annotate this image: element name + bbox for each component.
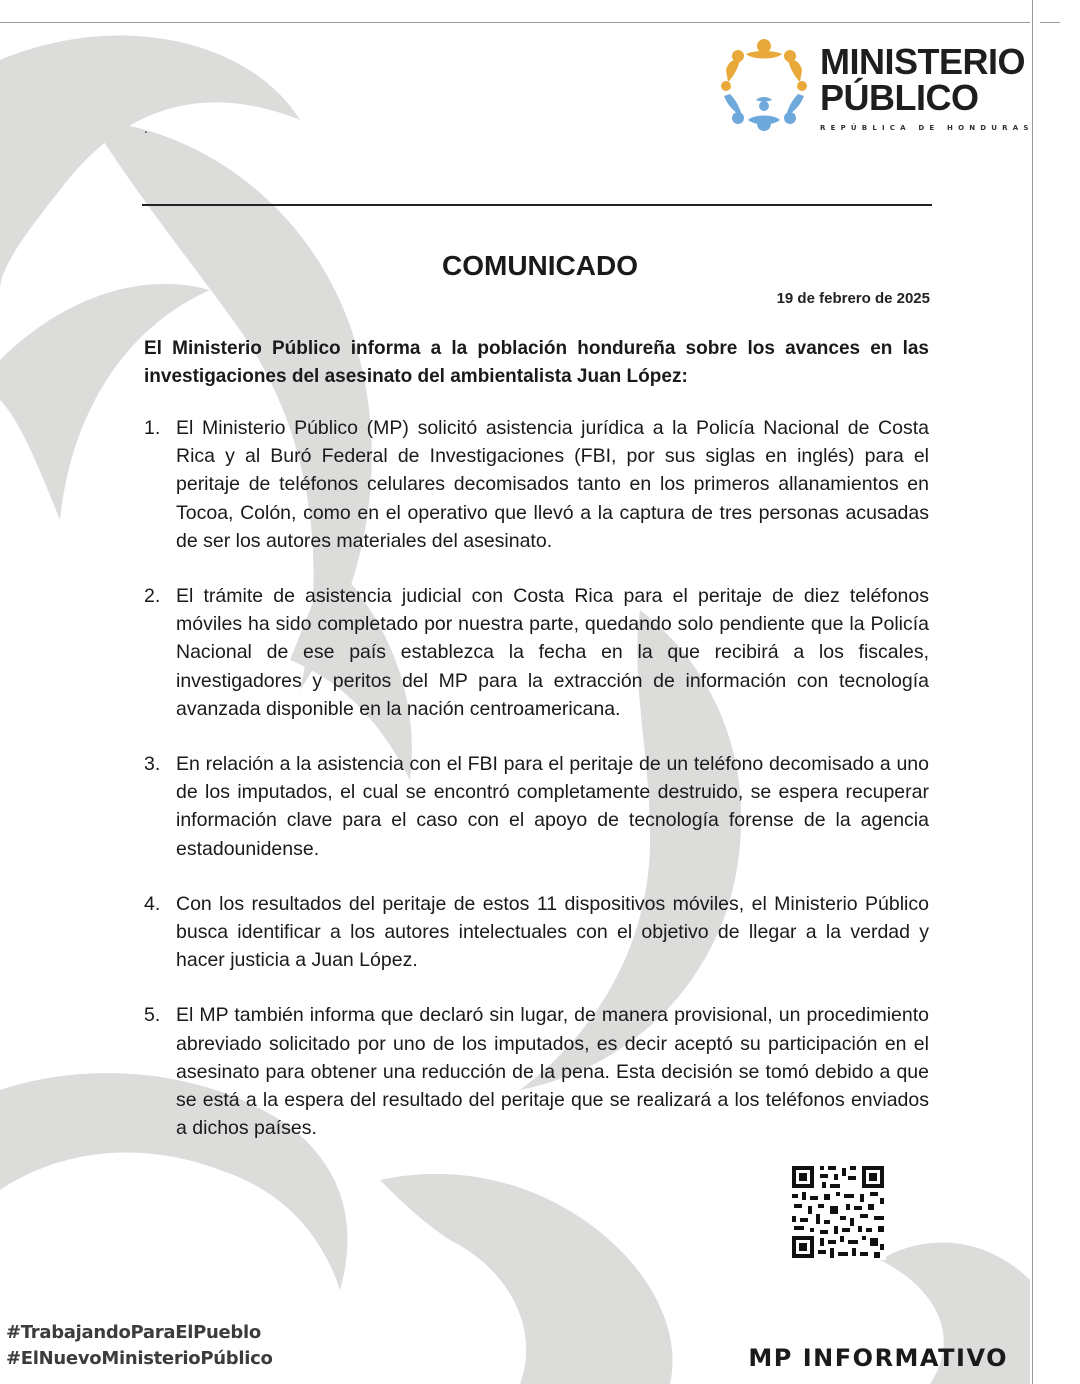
list-item-text: El trámite de asistencia judicial con Costa Rica para el peritaje de diez teléfonos móviles ha sido completado por nuestra parte, quedando solo pendiente que la Policía Nacional de ese país establezca la fecha en la que recibirá a los fiscales, investigadores y peritos del MP para la extracción de información con tecnología avanzada disponible en la nación centroamericana. (176, 585, 929, 720)
list-item (144, 1001, 929, 1142)
circle-of-people-emblem-icon (716, 36, 812, 132)
list-item-number: 1. (144, 417, 161, 439)
list-item-number: 4. (144, 892, 161, 915)
document-title: COMUNICADO (442, 250, 638, 281)
list-item-text: El MP también informa que declaró sin lugar, de manera provisional, un procedimiento abreviado solicitado por uno de los imputados, es decir aceptó su participación en el asesinato para obtener una reducción de la pena. Esta decisión se tomó debido a que se está a la espera del resultado del peritaje que se realizará a los teléfonos enviados a dichos países. (176, 1004, 929, 1140)
header-divider (142, 204, 932, 206)
list-item-number: 2. (144, 585, 161, 608)
list-item-number: 3. (144, 753, 161, 776)
document-date: 19 de febrero de 2025 (776, 290, 930, 307)
numbered-list (144, 414, 929, 1169)
logo-title-line2: PÚBLICO (820, 77, 979, 118)
footer-brand: MP INFORMATIVO (748, 1344, 1008, 1372)
hashtag-link[interactable]: #ElNuevoMinisterioPúblico (6, 1348, 273, 1369)
qr-code-icon (790, 1164, 886, 1260)
ministerio-publico-logo (716, 36, 1034, 136)
list-item (144, 750, 929, 863)
logo-title-line1: MINISTERIO (820, 41, 1026, 82)
list-item-text: El Ministerio Público (MP) solicitó asistencia jurídica a la Policía Nacional de Costa Rica y al Buró Federal de Investigaciones (FBI, por sus siglas en inglés) para el peritaje de teléfonos celulares decomisados tanto en los primeros allanamientos en Tocoa, Colón, como en el operativo que llevó a la captura de tres personas acusadas de ser los autores materiales del asesinato. (176, 417, 929, 552)
hashtag-link[interactable]: #TrabajandoParaElPueblo (6, 1322, 261, 1343)
intro-paragraph: El Ministerio Público informa a la población hondureña sobre los avances en las investigaciones del asesinato del ambientalista Juan López: (144, 338, 929, 387)
list-item (144, 414, 929, 555)
list-item (144, 890, 929, 975)
page-right-border (1032, 0, 1033, 1384)
list-item-text: Con los resultados del peritaje de estos 11 dispositivos móviles, el Ministerio Público busca identificar a los autores intelectuales con el objetivo de llegar a la verdad y hacer justicia a Juan López. (176, 892, 929, 972)
stray-dot: . (144, 120, 148, 136)
list-item (144, 582, 929, 723)
page-top-border (0, 22, 1030, 23)
list-item-text: En relación a la asistencia con el FBI para el peritaje de un teléfono decomisado a uno de los imputados, el cual se encontró completamente destruido, se espera recuperar información clave para el caso con el apoyo de tecnología forense de la agencia estadounidense. (176, 753, 929, 860)
list-item-number: 5. (144, 1004, 161, 1027)
logo-subtitle: REPÚBLICA DE HONDURAS (820, 124, 1034, 132)
footer-hashtags (6, 1320, 273, 1372)
page-corner-tick (1040, 22, 1060, 23)
